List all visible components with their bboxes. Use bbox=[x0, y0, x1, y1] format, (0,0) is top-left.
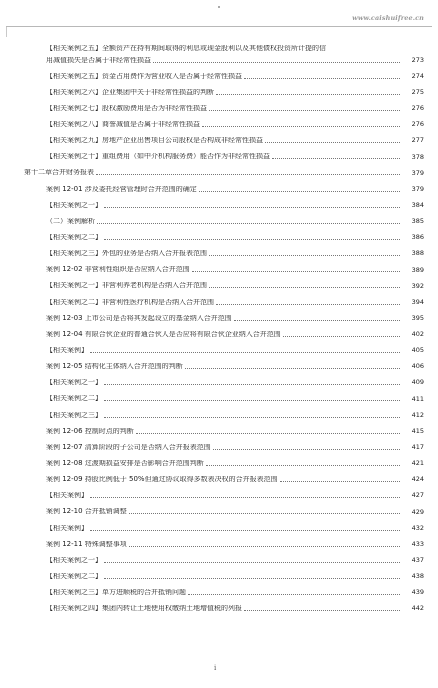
toc-entry[interactable] bbox=[0, 68, 438, 84]
toc-entry-title: 案例 12-09 持股比例低于 50%但通过协议取得多数表决权的合并报表范围 bbox=[46, 476, 278, 484]
toc-entry[interactable] bbox=[0, 488, 438, 504]
toc-page-number: 433 bbox=[411, 539, 424, 548]
toc-leader-dots bbox=[202, 125, 400, 127]
toc-entry-title: 【相关案例之二】 bbox=[46, 233, 102, 241]
toc-page-number: 379 bbox=[411, 184, 424, 193]
toc-leader-dots bbox=[192, 270, 400, 272]
toc-entry-title: 【相关案例】 bbox=[46, 524, 88, 532]
toc-leader-dots bbox=[104, 561, 400, 563]
toc-entry[interactable] bbox=[0, 585, 438, 601]
toc-entry-title: 案例 12-11 特殊调整事项 bbox=[46, 540, 127, 548]
toc-entry[interactable] bbox=[0, 407, 438, 423]
toc-leader-dots bbox=[136, 432, 400, 434]
toc-leader-dots bbox=[96, 173, 400, 175]
toc-entry-title: 案例 12-05 结构化主体纳入合并范围的判断 bbox=[46, 363, 183, 371]
toc-entry[interactable] bbox=[0, 536, 438, 552]
toc-page-number: 417 bbox=[411, 443, 424, 452]
toc-leader-dots bbox=[209, 109, 400, 111]
toc-page-number: 442 bbox=[411, 604, 424, 613]
toc-page-number: 405 bbox=[411, 346, 424, 355]
toc-page-number: 402 bbox=[411, 330, 424, 339]
toc-entry[interactable] bbox=[0, 229, 438, 245]
toc-entry[interactable] bbox=[0, 359, 438, 375]
toc-entry-title: 【相关案例之三】 bbox=[46, 411, 102, 419]
toc-leader-dots bbox=[153, 61, 400, 63]
toc-leader-dots bbox=[104, 206, 400, 208]
toc-entry-title: 第十二章合并财务报表 bbox=[24, 169, 94, 177]
toc-page-number: 409 bbox=[411, 378, 424, 387]
toc-entry[interactable] bbox=[0, 601, 438, 617]
toc-entry[interactable] bbox=[0, 262, 438, 278]
toc-entry[interactable] bbox=[0, 326, 438, 342]
toc-entry[interactable] bbox=[0, 423, 438, 439]
toc-entry[interactable] bbox=[0, 278, 438, 294]
toc-entry-title: 【相关案例】 bbox=[46, 492, 88, 500]
toc-page-number: 392 bbox=[411, 281, 424, 290]
toc-entry-title: 案例 12-03 上市公司是否将其发起设立的基金纳入合并范围 bbox=[46, 314, 232, 322]
toc-leader-dots bbox=[244, 77, 400, 79]
toc-entry-title: 【相关案例之十】重组费用（如中介机构服务费）能否作为非经常性损益 bbox=[46, 153, 270, 161]
toc-entry[interactable] bbox=[0, 149, 438, 165]
toc-leader-dots bbox=[104, 577, 400, 579]
toc-leader-dots bbox=[104, 399, 400, 401]
toc-page-number: 378 bbox=[411, 152, 424, 161]
margin-corner-mark bbox=[6, 27, 17, 37]
toc-leader-dots bbox=[90, 529, 400, 531]
toc-entry[interactable] bbox=[0, 375, 438, 391]
toc-entry[interactable] bbox=[0, 181, 438, 197]
toc-entry[interactable] bbox=[0, 294, 438, 310]
toc-leader-dots bbox=[129, 512, 400, 514]
toc-entry[interactable] bbox=[0, 197, 438, 213]
toc-entry-title: 【相关案例之一】非营利养老机构是否纳入合并范围 bbox=[46, 282, 207, 290]
toc-page-number: 421 bbox=[411, 459, 424, 468]
toc-leader-dots bbox=[90, 351, 400, 353]
toc-entry[interactable] bbox=[0, 552, 438, 568]
toc-entry[interactable] bbox=[0, 165, 438, 181]
toc-entry-title: 【相关案例之五】资金占用费作为营业收入是否属于经常性损益 bbox=[46, 72, 242, 80]
toc-entry[interactable] bbox=[0, 439, 438, 455]
toc-page-number: 277 bbox=[411, 136, 424, 145]
toc-entry[interactable] bbox=[0, 504, 438, 520]
toc-entry[interactable] bbox=[0, 342, 438, 358]
toc-leader-dots bbox=[185, 367, 400, 369]
toc-entry[interactable] bbox=[0, 133, 438, 149]
toc-page-number: 438 bbox=[411, 572, 424, 581]
toc-leader-dots bbox=[265, 141, 400, 143]
toc-entry-title: 案例 12-01 涉及委托经营管理时合并范围的确定 bbox=[46, 185, 197, 193]
toc-entry-title: （二）案例解析 bbox=[46, 217, 95, 225]
toc-entry-title: 【相关案例之九】房地产企业出售项目公司股权是否构成非经常性损益 bbox=[46, 137, 263, 145]
toc-entry-title: 【相关案例之二】 bbox=[46, 572, 102, 580]
toc-entry-title: 案例 12-08 过渡期损益安排是否影响合并范围判断 bbox=[46, 459, 204, 467]
toc-leader-dots bbox=[209, 286, 400, 288]
toc-page-number: 274 bbox=[411, 71, 424, 80]
toc-leader-dots bbox=[272, 157, 400, 159]
toc-leader-dots bbox=[90, 496, 400, 498]
toc-page-number: 411 bbox=[411, 394, 424, 403]
toc-page-number: 415 bbox=[411, 426, 424, 435]
toc-leader-dots bbox=[283, 335, 400, 337]
toc-entry-title: 【相关案例之五】全额资产在持有期间取得的利息或现金股利以及其他债权投资所计提的信 bbox=[46, 45, 326, 52]
toc-entry-title: 【相关案例之四】集团内转让土地使用权缴纳土地增值税的列报 bbox=[46, 605, 242, 613]
toc-leader-dots bbox=[209, 254, 400, 256]
toc-leader-dots bbox=[206, 464, 400, 466]
toc-entry[interactable] bbox=[0, 568, 438, 584]
toc-entry-title: 【相关案例之二】非营利性医疗机构是否纳入合并范围 bbox=[46, 298, 214, 306]
toc-leader-dots bbox=[104, 383, 400, 385]
toc-leader-dots bbox=[213, 448, 400, 450]
toc-leader-dots bbox=[244, 609, 400, 611]
toc-leader-dots bbox=[188, 593, 400, 595]
top-mark bbox=[218, 6, 220, 8]
toc-page-number: 273 bbox=[411, 55, 424, 64]
toc-page-number: 424 bbox=[411, 475, 424, 484]
toc-page-number: 412 bbox=[411, 410, 424, 419]
toc-page-number: 406 bbox=[411, 362, 424, 371]
toc-page-number: 427 bbox=[411, 491, 424, 500]
toc-entry-title: 案例 12-07 清算阶段的子公司是否纳入合并报表范围 bbox=[46, 443, 211, 451]
toc-page-number: 437 bbox=[411, 556, 424, 565]
toc-entry[interactable] bbox=[0, 246, 438, 262]
toc-page-number: 394 bbox=[411, 297, 424, 306]
table-of-contents bbox=[0, 39, 438, 617]
toc-leader-dots bbox=[104, 416, 400, 418]
toc-entry[interactable] bbox=[0, 213, 438, 229]
toc-page-number: 429 bbox=[411, 507, 424, 516]
toc-entry[interactable] bbox=[0, 455, 438, 471]
toc-page-number: 275 bbox=[411, 87, 424, 96]
toc-entry[interactable] bbox=[0, 310, 438, 326]
toc-entry-title: 【相关案例之一】 bbox=[46, 556, 102, 564]
toc-entry-title: 【相关案例之一】 bbox=[46, 379, 102, 387]
toc-leader-dots bbox=[216, 303, 400, 305]
page-number: i bbox=[214, 664, 217, 672]
toc-page-number: 439 bbox=[411, 588, 424, 597]
toc-leader-dots bbox=[104, 238, 400, 240]
toc-entry-title: 案例 12-04 有限合伙企业的普通合伙人是否应将有限合伙企业纳入合并范围 bbox=[46, 330, 281, 338]
toc-entry[interactable] bbox=[0, 39, 438, 52]
toc-entry-title: 【相关案例之六】企业集团中关于非经常性损益的判断 bbox=[46, 88, 214, 96]
toc-page-number: 386 bbox=[411, 233, 424, 242]
toc-leader-dots bbox=[280, 480, 400, 482]
toc-page-number: 389 bbox=[411, 265, 424, 274]
toc-entry-title: 【相关案例之七】股权激励费用是否为非经常性损益 bbox=[46, 104, 207, 112]
toc-entry[interactable] bbox=[0, 116, 438, 132]
toc-entry-title: 【相关案例之一】 bbox=[46, 201, 102, 209]
toc-leader-dots bbox=[199, 190, 400, 192]
toc-entry-title: 案例 12-06 控制时点的判断 bbox=[46, 427, 134, 435]
toc-page-number: 432 bbox=[411, 523, 424, 532]
toc-entry-title: 案例 12-10 合并抵销调整 bbox=[46, 508, 127, 516]
toc-entry-title: 【相关案例之三】外包的业务是否纳入合并报表范围 bbox=[46, 250, 207, 258]
toc-entry-title: 【相关案例之三】单方进顺税的合并抵销问题 bbox=[46, 589, 186, 597]
toc-page-number: 388 bbox=[411, 249, 424, 258]
toc-entry-title: 【相关案例之八】商誉减值是否属于非经常性损益 bbox=[46, 120, 200, 128]
toc-entry[interactable] bbox=[0, 52, 438, 68]
toc-entry-title: 【相关案例】 bbox=[46, 346, 88, 354]
toc-entry-title: 用减值损失是否属于非经常性损益 bbox=[46, 56, 151, 64]
toc-entry-title: 【相关案例之二】 bbox=[46, 395, 102, 403]
toc-leader-dots bbox=[97, 222, 400, 224]
toc-page-number: 395 bbox=[411, 313, 424, 322]
toc-leader-dots bbox=[216, 93, 400, 95]
toc-entry[interactable] bbox=[0, 84, 438, 100]
toc-entry[interactable] bbox=[0, 520, 438, 536]
toc-leader-dots bbox=[129, 545, 400, 547]
site-watermark: www.caishuifree.cn bbox=[352, 14, 424, 22]
toc-page-number: 276 bbox=[411, 104, 424, 113]
toc-entry[interactable] bbox=[0, 472, 438, 488]
toc-leader-dots bbox=[234, 319, 400, 321]
toc-entry[interactable] bbox=[0, 100, 438, 116]
toc-page-number: 379 bbox=[411, 168, 424, 177]
toc-entry[interactable] bbox=[0, 391, 438, 407]
header-rule bbox=[6, 26, 432, 27]
toc-page-number: 384 bbox=[411, 200, 424, 209]
toc-entry-title: 案例 12-02 非营利性组织是否应纳入合并范围 bbox=[46, 266, 190, 274]
toc-page-number: 385 bbox=[411, 217, 424, 226]
toc-page-number: 276 bbox=[411, 120, 424, 129]
